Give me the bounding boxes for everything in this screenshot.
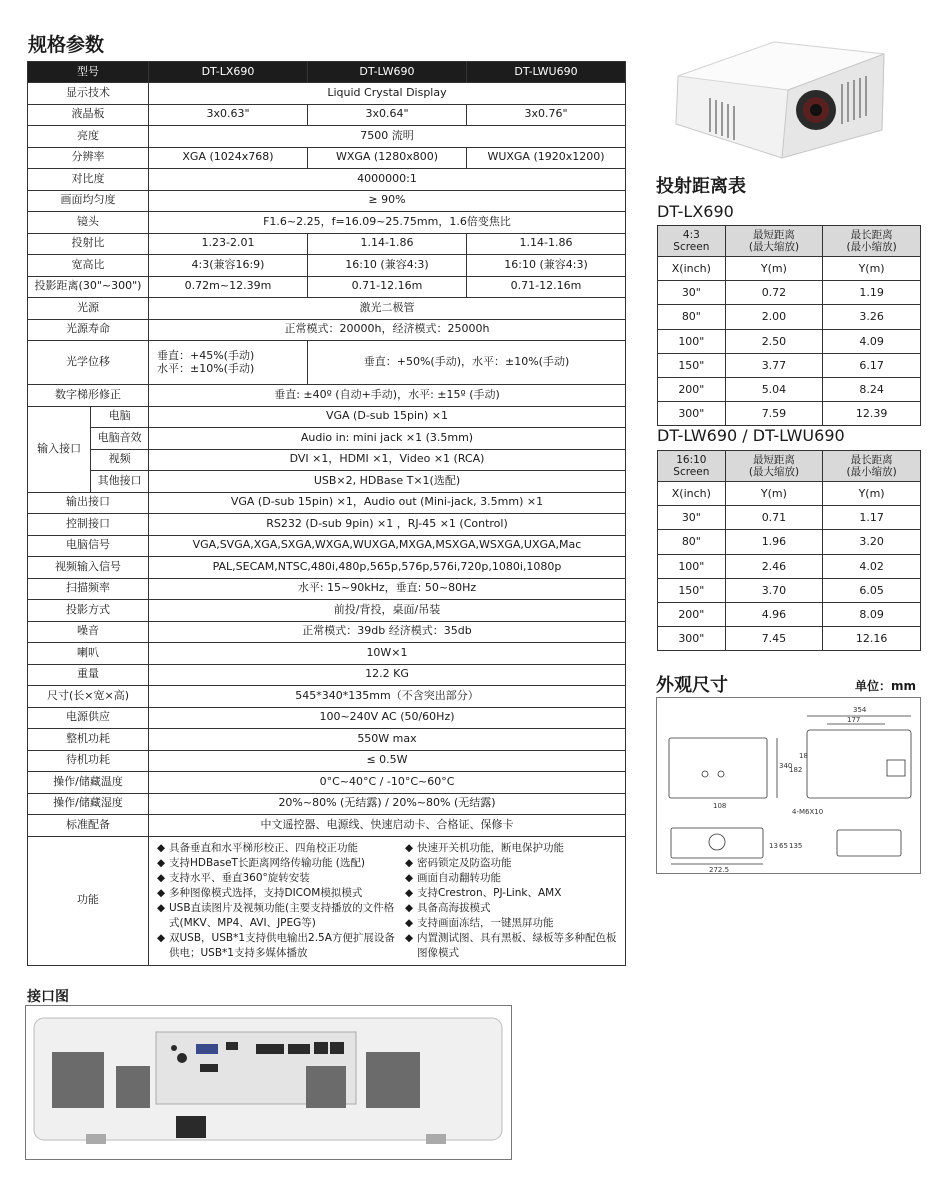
spec-value: RS232 (D-sub 9pin) ×1 ，RJ-45 ×1 (Control): [148, 514, 625, 536]
table-cell: 7.45: [725, 627, 823, 651]
bullet-icon: ◆: [156, 931, 166, 944]
spec-label: 扫描频率: [28, 578, 149, 600]
spec-value: PAL,SECAM,NTSC,480i,480p,565p,576p,576i,720p,1080i,1080p: [148, 557, 625, 579]
bullet-icon: ◆: [404, 886, 414, 899]
list-item: [157, 841, 397, 856]
table-cell: 12.16: [823, 627, 921, 651]
throw-model-lw690: DT-LW690 / DT-LWU690: [657, 426, 845, 445]
dim-label: 340: [779, 762, 793, 770]
spec-value: VGA (D-sub 15pin) ×1: [148, 406, 625, 428]
table-row: [658, 627, 921, 651]
spec-value: 垂直：+50%(手动)，水平：±10%(手动): [307, 341, 625, 385]
table-row: [28, 169, 626, 191]
spec-sublabel: 视频: [91, 449, 149, 471]
max-label: 最长距离: [850, 454, 893, 466]
throw-header-max: [823, 451, 921, 482]
bullet-icon: ◆: [156, 856, 166, 869]
spec-value: 0.71-12.16m: [307, 276, 466, 298]
min-sub-label: (最大缩放): [748, 466, 800, 478]
spec-value: 前投/背投，桌面/吊装: [148, 600, 625, 622]
spec-sublabel: 电脑音效: [91, 428, 149, 450]
table-row: [28, 535, 626, 557]
spec-value: 100~240V AC (50/60Hz): [148, 707, 625, 729]
feature-text: 密码锁定及防盗功能: [416, 856, 512, 869]
table-row: [28, 276, 626, 298]
table-cell: 200": [658, 377, 726, 401]
spec-value: 0°C~40°C / -10°C~60°C: [148, 772, 625, 794]
table-row: [658, 578, 921, 602]
table-row: [28, 793, 626, 815]
table-cell: 4.09: [823, 329, 921, 353]
throw-header-min: [725, 451, 823, 482]
list-item: [157, 856, 397, 871]
spec-value: XGA (1024x768): [148, 147, 307, 169]
spec-label: 光源: [28, 298, 149, 320]
spec-label: 宽高比: [28, 255, 149, 277]
spec-label: 镜头: [28, 212, 149, 234]
feature-text: 多种图像模式选择，支持DICOM模拟模式: [168, 886, 363, 899]
spec-value: [148, 341, 307, 385]
table-cell: 1.17: [823, 506, 921, 530]
ports-title: 接口图: [27, 989, 69, 1005]
features-col-b: [397, 841, 625, 961]
table-row: [28, 707, 626, 729]
table-row: [28, 664, 626, 686]
spec-label: 重量: [28, 664, 149, 686]
bullet-icon: ◆: [404, 901, 414, 914]
table-cell: 8.24: [823, 377, 921, 401]
dim-label: 272.5: [709, 866, 730, 874]
table-row: [28, 233, 626, 255]
table-row: [658, 281, 921, 305]
spec-value: 7500 流明: [148, 126, 625, 148]
unit-y: Y(m): [823, 257, 921, 281]
table-row: [658, 482, 921, 506]
dim-label: 65: [779, 842, 788, 850]
spec-label: 画面均匀度: [28, 190, 149, 212]
spec-label: 标准配备: [28, 815, 149, 837]
header-lx690: DT-LX690: [148, 62, 307, 83]
table-row: [28, 643, 626, 665]
table-cell: 80": [658, 530, 726, 554]
spec-value: 1.23-2.01: [148, 233, 307, 255]
list-item: [405, 871, 625, 886]
spec-label: 对比度: [28, 169, 149, 191]
list-item: [157, 871, 397, 886]
spec-value: 垂直: ±40º (自动+手动)，水平: ±15º (手动): [148, 385, 625, 407]
min-label: 最短距离: [752, 454, 795, 466]
spec-label: 电脑信号: [28, 535, 149, 557]
table-cell: 80": [658, 305, 726, 329]
header-model: 型号: [28, 62, 149, 83]
dimension-drawing: [656, 697, 921, 874]
spec-label: 输入接口: [28, 406, 91, 492]
spec-value: 3x0.76": [466, 104, 625, 126]
spec-sublabel: 电脑: [91, 406, 149, 428]
table-row: [658, 305, 921, 329]
table-cell: 0.72: [725, 281, 823, 305]
table-row: [28, 449, 626, 471]
spec-value: 0.71-12.16m: [466, 276, 625, 298]
dim-label: 18: [799, 752, 808, 760]
spec-label: 光源寿命: [28, 319, 149, 341]
table-row: [28, 578, 626, 600]
spec-label: 光学位移: [28, 341, 149, 385]
bullet-icon: ◆: [404, 841, 414, 854]
table-row: [28, 621, 626, 643]
table-cell: 4.02: [823, 554, 921, 578]
table-row: [28, 514, 626, 536]
throw-model-lx690: DT-LX690: [657, 202, 734, 221]
table-row: [28, 600, 626, 622]
aspect-label: 4:3: [682, 229, 700, 241]
spec-value: VGA,SVGA,XGA,SXGA,WXGA,WUXGA,MXGA,MSXGA,WSXGA,UXGA,Mac: [148, 535, 625, 557]
page-title: 规格参数: [28, 34, 105, 56]
table-cell: 6.05: [823, 578, 921, 602]
list-item: [157, 886, 397, 901]
table-row: [28, 815, 626, 837]
spec-label: 视频输入信号: [28, 557, 149, 579]
spec-value: 16:10 (兼容4:3): [307, 255, 466, 277]
spec-label: 电源供应: [28, 707, 149, 729]
projector-product-image: [664, 28, 888, 166]
table-row: [658, 602, 921, 626]
unit-y: Y(m): [725, 482, 823, 506]
table-cell: 0.71: [725, 506, 823, 530]
bullet-icon: ◆: [404, 856, 414, 869]
spec-sublabel: 其他接口: [91, 471, 149, 493]
table-row: [28, 190, 626, 212]
min-label: 最短距离: [752, 229, 795, 241]
spec-value: WUXGA (1920x1200): [466, 147, 625, 169]
table-cell: 300": [658, 627, 726, 651]
throw-table-lx690: [657, 225, 921, 426]
spec-label: 投射比: [28, 233, 149, 255]
list-item: [405, 886, 625, 901]
feature-text: 内置测试图、具有黑板、绿板等多种配色板图像模式: [416, 931, 617, 959]
table-cell: 30": [658, 506, 726, 530]
list-item: [405, 841, 625, 856]
feature-text: 支持Crestron、PJ-Link、AMX: [416, 886, 562, 899]
aspect-label: 16:10: [676, 454, 707, 466]
unit-x: X(inch): [658, 257, 726, 281]
dims-title: 外观尺寸: [656, 675, 728, 696]
optical-horizontal: 水平：±10%(手动): [156, 361, 255, 375]
spec-value: 550W max: [148, 729, 625, 751]
max-sub-label: (最小缩放): [846, 241, 897, 253]
spec-value: VGA (D-sub 15pin) ×1，Audio out (Mini-jack, 3.5mm) ×1: [148, 492, 625, 514]
table-cell: 3.77: [725, 353, 823, 377]
table-row: [658, 329, 921, 353]
table-cell: 3.20: [823, 530, 921, 554]
spec-value: DVI ×1，HDMI ×1，Video ×1 (RCA): [148, 449, 625, 471]
features-col-a: [157, 841, 397, 961]
table-row: [658, 530, 921, 554]
table-cell: 300": [658, 402, 726, 426]
table-row: [28, 686, 626, 708]
table-row: [28, 83, 626, 105]
table-row: [658, 506, 921, 530]
table-cell: 5.04: [725, 377, 823, 401]
table-row: [28, 298, 626, 320]
table-row: [28, 836, 626, 965]
table-cell: 12.39: [823, 402, 921, 426]
dim-label: 182: [789, 766, 803, 774]
spec-value: 水平: 15~90kHz，垂直: 50~80Hz: [148, 578, 625, 600]
unit-y: Y(m): [725, 257, 823, 281]
list-item: [157, 901, 397, 931]
table-row: [658, 353, 921, 377]
max-label: 最长距离: [850, 229, 893, 241]
list-item: [405, 856, 625, 871]
table-cell: 30": [658, 281, 726, 305]
dim-label: 354: [853, 706, 867, 714]
spec-value: ≥ 90%: [148, 190, 625, 212]
spec-label: 分辨率: [28, 147, 149, 169]
spec-label: 操作/储藏湿度: [28, 793, 149, 815]
features-cell: [148, 836, 625, 965]
max-sub-label: (最小缩放): [846, 466, 897, 478]
bullet-icon: ◆: [404, 871, 414, 884]
spec-label: 尺寸(长×宽×高): [28, 686, 149, 708]
bullet-icon: ◆: [404, 916, 414, 929]
spec-label: 输出接口: [28, 492, 149, 514]
spec-label: 噪音: [28, 621, 149, 643]
table-cell: 6.17: [823, 353, 921, 377]
spec-value: 3x0.63": [148, 104, 307, 126]
table-cell: 2.50: [725, 329, 823, 353]
list-item: [405, 901, 625, 916]
feature-text: 快速开关机功能，断电保护功能: [416, 841, 564, 854]
spec-label: 亮度: [28, 126, 149, 148]
spec-header-row: [28, 62, 626, 83]
spec-value: 12.2 KG: [148, 664, 625, 686]
table-row: [28, 729, 626, 751]
dim-label: 177: [847, 716, 861, 724]
table-row: [28, 471, 626, 493]
list-item: [157, 931, 397, 961]
table-cell: 3.26: [823, 305, 921, 329]
spec-value: 10W×1: [148, 643, 625, 665]
spec-value: 正常模式：20000h，经济模式：25000h: [148, 319, 625, 341]
table-cell: 150": [658, 353, 726, 377]
spec-label: 控制接口: [28, 514, 149, 536]
table-row: [28, 406, 626, 428]
spec-value: 激光二极管: [148, 298, 625, 320]
spec-value: 0.72m~12.39m: [148, 276, 307, 298]
table-cell: 200": [658, 602, 726, 626]
spec-value: 1.14-1.86: [307, 233, 466, 255]
table-row: [28, 557, 626, 579]
spec-label: 功能: [28, 836, 149, 965]
bullet-icon: ◆: [404, 931, 414, 944]
spec-value: USB×2, HDBase T×1(选配): [148, 471, 625, 493]
table-row: [28, 319, 626, 341]
spec-table: [27, 61, 626, 966]
spec-value: Audio in: mini jack ×1 (3.5mm): [148, 428, 625, 450]
optical-vertical: 垂直：+45%(手动): [156, 348, 255, 362]
table-row: [658, 377, 921, 401]
spec-value: 中文遥控器、电源线、快速启动卡、合格证、保修卡: [148, 815, 625, 837]
spec-value: 16:10 (兼容4:3): [466, 255, 625, 277]
table-cell: 1.96: [725, 530, 823, 554]
dim-label: 135: [789, 842, 803, 850]
bullet-icon: ◆: [156, 886, 166, 899]
throw-header-screen: [658, 451, 726, 482]
feature-text: 支持HDBaseT长距离网络传输功能 (选配): [168, 856, 365, 869]
feature-text: 具备高海拔模式: [416, 901, 491, 914]
spec-value: F1.6~2.25，f=16.09~25.75mm，1.6倍变焦比: [148, 212, 625, 234]
table-cell: 8.09: [823, 602, 921, 626]
spec-label: 数字梯形修正: [28, 385, 149, 407]
header-lw690: DT-LW690: [307, 62, 466, 83]
table-row: [658, 257, 921, 281]
feature-text: 支持水平、垂直360°旋转安装: [168, 871, 310, 884]
table-row: [28, 255, 626, 277]
table-cell: 3.70: [725, 578, 823, 602]
spec-value: Liquid Crystal Display: [148, 83, 625, 105]
table-row: [658, 554, 921, 578]
spec-label: 待机功耗: [28, 750, 149, 772]
throw-header-min: [725, 226, 823, 257]
spec-label: 液晶板: [28, 104, 149, 126]
throw-header-row: [658, 226, 921, 257]
list-item: [405, 931, 625, 961]
table-cell: 1.19: [823, 281, 921, 305]
unit-y: Y(m): [823, 482, 921, 506]
table-row: [28, 772, 626, 794]
table-cell: 7.59: [725, 402, 823, 426]
spec-value: 4000000:1: [148, 169, 625, 191]
spec-value: 545*340*135mm（不含突出部分）: [148, 686, 625, 708]
features-list: [149, 837, 625, 965]
spec-label: 投影方式: [28, 600, 149, 622]
spec-value: 正常模式：39db 经济模式：35db: [148, 621, 625, 643]
table-row: [28, 385, 626, 407]
table-row: [28, 104, 626, 126]
throw-title: 投射距离表: [656, 176, 746, 197]
feature-text: 双USB，USB*1支持供电输出2.5A方便扩展设备供电；USB*1支持多媒体播放: [168, 931, 395, 959]
throw-header-row: [658, 451, 921, 482]
unit-x: X(inch): [658, 482, 726, 506]
table-row: [28, 126, 626, 148]
dim-label: 13: [769, 842, 778, 850]
spec-value: 20%~80% (无结露) / 20%~80% (无结露): [148, 793, 625, 815]
table-row: [658, 402, 921, 426]
dims-unit: 单位：mm: [855, 679, 917, 693]
spec-label: 整机功耗: [28, 729, 149, 751]
spec-value: 3x0.64": [307, 104, 466, 126]
screen-label: Screen: [673, 466, 710, 478]
bullet-icon: ◆: [156, 871, 166, 884]
list-item: [405, 916, 625, 931]
table-cell: 2.46: [725, 554, 823, 578]
spec-label: 喇叭: [28, 643, 149, 665]
table-cell: 100": [658, 554, 726, 578]
throw-header-screen: [658, 226, 726, 257]
feature-text: USB直读图片及视频功能(主要支持播放的文件格式(MKV、MP4、AVI、JPEG等): [168, 901, 395, 929]
header-lwu690: DT-LWU690: [466, 62, 625, 83]
throw-table-lw690: [657, 450, 921, 651]
table-cell: 2.00: [725, 305, 823, 329]
feature-text: 画面自动翻转功能: [416, 871, 501, 884]
table-row: [28, 492, 626, 514]
feature-text: 具备垂直和水平梯形校正、四角校正功能: [168, 841, 358, 854]
spec-value: 1.14-1.86: [466, 233, 625, 255]
table-row: [28, 750, 626, 772]
table-cell: 100": [658, 329, 726, 353]
min-sub-label: (最大缩放): [748, 241, 800, 253]
spec-label: 投影距离(30"~300"): [28, 276, 149, 298]
feature-text: 支持画面冻结，一键黑屏功能: [416, 916, 554, 929]
throw-header-max: [823, 226, 921, 257]
spec-label: 显示技术: [28, 83, 149, 105]
table-row: [28, 212, 626, 234]
table-cell: 150": [658, 578, 726, 602]
table-row: [28, 428, 626, 450]
table-cell: 4.96: [725, 602, 823, 626]
table-row: [28, 147, 626, 169]
bullet-icon: ◆: [156, 841, 166, 854]
spec-value: 4:3(兼容16:9): [148, 255, 307, 277]
dim-label: 108: [713, 802, 727, 810]
ports-diagram-image: [25, 1005, 512, 1160]
spec-label: 操作/储藏温度: [28, 772, 149, 794]
dim-label: 4-M6X10: [792, 808, 824, 816]
screen-label: Screen: [673, 241, 710, 253]
table-row: [28, 341, 626, 385]
spec-value: ≤ 0.5W: [148, 750, 625, 772]
bullet-icon: ◆: [156, 901, 166, 914]
spec-value: WXGA (1280x800): [307, 147, 466, 169]
